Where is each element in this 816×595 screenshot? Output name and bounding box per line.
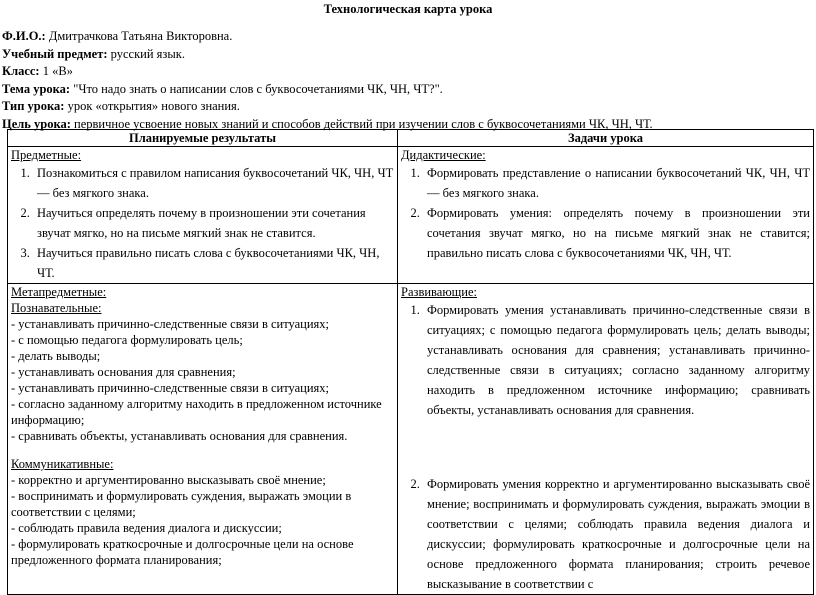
developmental-heading: Развивающие: — [401, 285, 477, 299]
meta-label: Класс: — [2, 64, 40, 78]
list-item: - устанавливать причинно-следственные связи в ситуациях; — [11, 381, 329, 395]
page-title: Технологическая карта урока — [323, 2, 493, 16]
meta-value: 1 «В» — [39, 64, 73, 78]
list-item: 1. Формировать умения устанавливать причинно-следственные связи в ситуациях; с помощью педагога формулировать цель; делать выводы; устанавливать основания для сравнения; устанавливать причинно-следственные связи в ситуациях; согласно заданному алгоритму находить в предложенном источнике информацию; сравнивать объекты, устанавливать основания для сравнения. — [423, 300, 810, 420]
list-item: - устанавливать основания для сравнения; — [11, 365, 236, 379]
list-item: 2. Научиться определять почему в произношении эти сочетания звучат мягко, но на письме мягкий знак не ставится. — [33, 203, 394, 243]
list-item: 3. Научиться правильно писать слова с буквосочетаниями ЧК, ЧН, ЧТ. — [33, 243, 394, 283]
meta-label: Ф.И.О.: — [2, 29, 46, 43]
meta-type — [2, 98, 653, 116]
meta-value: первичное усвоение новых знаний и способов действий при изучении слов с буквосочетаниями ЧК, ЧН, ЧТ. — [70, 116, 653, 131]
meta-fio — [2, 28, 653, 46]
meta-topic — [2, 81, 653, 99]
developmental-tasks-list — [401, 300, 810, 594]
communicative-heading: Коммуникативные: — [11, 457, 114, 471]
cell-developmental-tasks — [398, 284, 814, 595]
subject-heading: Предметные: — [11, 148, 82, 162]
lesson-meta — [2, 28, 653, 133]
list-item: - сравнивать объекты, устанавливать основания для сравнения. — [11, 429, 348, 443]
meta-label: Учебный предмет: — [2, 46, 108, 61]
meta-label: Тема урока: — [2, 81, 71, 96]
cognitive-heading: Познавательные: — [11, 301, 102, 315]
meta-value: Дмитрачкова Татьяна Викторовна. — [45, 29, 233, 43]
list-item: 2. Формировать умения корректно и аргументированно высказывать своё мнение; воспринимать и формулировать суждения, выражать эмоции в соответствии с целями; соблюдать правила ведения диалога и дискуссии; формулировать краткосрочные и долгосрочные цели на основе предложенного формата планирования; строить речевое высказывание в соответствии с — [423, 474, 810, 594]
list-item: - корректно и аргументированно высказывать своё мнение; — [11, 473, 326, 487]
list-item: - формулировать краткосрочные и долгосрочные цели на основе предложенного формата планирования; — [11, 537, 354, 567]
list-item: - делать выводы; — [11, 349, 101, 363]
cell-subject-results — [8, 147, 398, 284]
list-item: - соблюдать правила ведения диалога и дискуссии; — [11, 521, 282, 535]
cell-didactic-tasks — [398, 147, 814, 284]
meta-subject — [2, 46, 653, 64]
list-item: - воспринимать и формулировать суждения, выражать эмоции в соответствии с целями; — [11, 489, 352, 519]
list-item: 1. Познакомиться с правилом написания буквосочетаний ЧК, ЧН, ЧТ — без мягкого знака. — [33, 163, 394, 203]
subject-results-list — [11, 163, 394, 283]
list-item: - с помощью педагога формулировать цель; — [11, 333, 243, 347]
list-item: 2. Формировать умения: определять почему в произношении эти сочетания звучат мягко, но на письме мягкий знак не ставится; правильно писать слова с буквосочетаниями ЧК, ЧН, ЧТ. — [423, 203, 810, 263]
header-tasks: Задачи урока — [398, 130, 814, 147]
meta-value: русский язык. — [107, 46, 185, 61]
meta-label: Цель урока: — [2, 116, 71, 131]
list-item: - устанавливать причинно-следственные связи в ситуациях; — [11, 317, 329, 331]
didactic-heading: Дидактические: — [401, 148, 486, 162]
list-item: - согласно заданному алгоритму находить в предложенном источнике информацию; — [11, 397, 382, 427]
plan-table — [7, 129, 814, 595]
didactic-tasks-list — [401, 163, 810, 263]
meta-value: "Что надо знать о написании слов с буквосочетаниями ЧК, ЧН, ЧТ?". — [70, 81, 443, 96]
header-results: Планируемые результаты — [8, 130, 398, 147]
meta-heading: Метапредметные: — [11, 285, 107, 299]
cell-meta-results — [8, 284, 398, 595]
list-item: 1. Формировать представление о написании буквосочетаний ЧК, ЧН, ЧТ — без мягкого знака. — [423, 163, 810, 203]
meta-label: Тип урока: — [2, 99, 65, 113]
meta-value: урок «открытия» нового знания. — [64, 99, 240, 113]
meta-class — [2, 63, 653, 81]
